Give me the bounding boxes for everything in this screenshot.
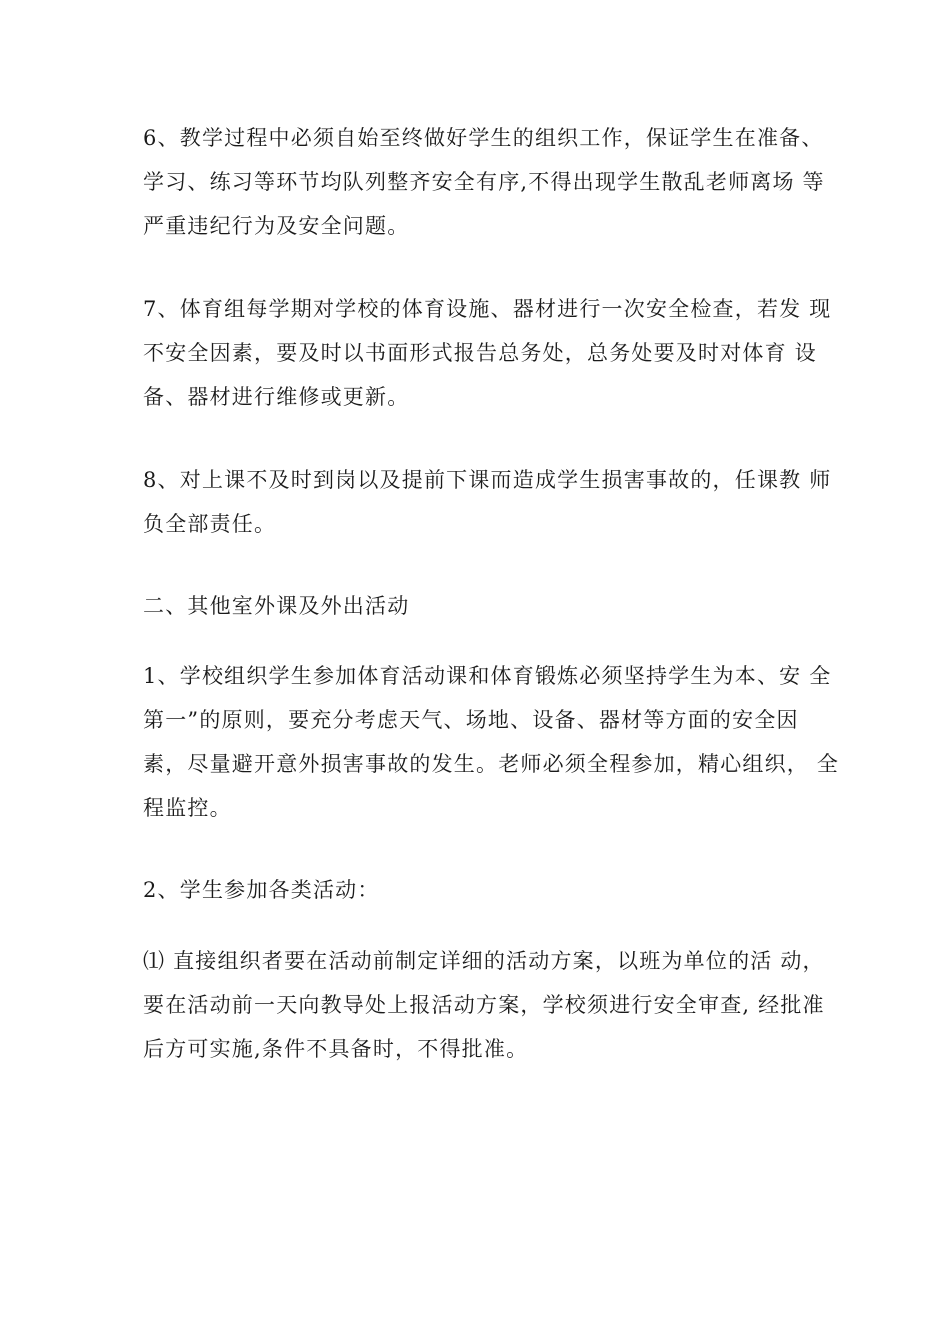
section-heading — [143, 584, 823, 628]
text-line: 素，尽量避开意外损害事故的发生。老师必须全程参加，精心组织， 全 — [143, 752, 840, 776]
text-line: 1、学校组织学生参加体育活动课和体育锻炼必须坚持学生为本、安 全 — [143, 664, 832, 688]
paragraph-item-2 — [143, 868, 823, 912]
text-line: 7、体育组每学期对学校的体育设施、器材进行一次安全检查，若发 现 — [143, 297, 832, 321]
text-line: 备、器材进行维修或更新。 — [143, 385, 410, 409]
text-line: ⑴ 直接组织者要在活动前制定详细的活动方案，以班为单位的活 动， — [143, 949, 825, 973]
text-line: 8、对上课不及时到岗以及提前下课而造成学生损害事故的，任课教 师 — [143, 468, 832, 492]
paragraph-item-6 — [143, 116, 823, 248]
paragraph-item-7 — [143, 287, 832, 419]
text-line: 不安全因素，要及时以书面形式报告总务处，总务处要及时对体育 设 — [143, 341, 817, 365]
paragraph-item-1 — [143, 654, 840, 830]
text-line: 后方可实施,条件不具备时，不得批准。 — [143, 1037, 529, 1061]
text-line: 学习、练习等环节均队列整齐安全有序,不得出现学生散乱老师离场 等 — [143, 170, 825, 194]
text-line: 负全部责任。 — [143, 512, 277, 536]
text-line: 严重违纪行为及安全问题。 — [143, 214, 410, 238]
text-line: 二、其他室外课及外出活动 — [143, 594, 410, 618]
text-line: 第一”的原则，要充分考虑天气、场地、设备、器材等方面的安全因 — [143, 708, 799, 732]
text-line: 2、学生参加各类活动： — [143, 878, 380, 902]
text-line: 要在活动前一天向教导处上报活动方案，学校须进行安全审查, 经批准 — [143, 993, 825, 1017]
paragraph-item-8 — [143, 458, 832, 546]
paragraph-subitem-1 — [143, 939, 823, 1071]
text-line: 程监控。 — [143, 796, 232, 820]
text-line: 6、教学过程中必须自始至终做好学生的组织工作，保证学生在准备、 — [143, 126, 824, 150]
